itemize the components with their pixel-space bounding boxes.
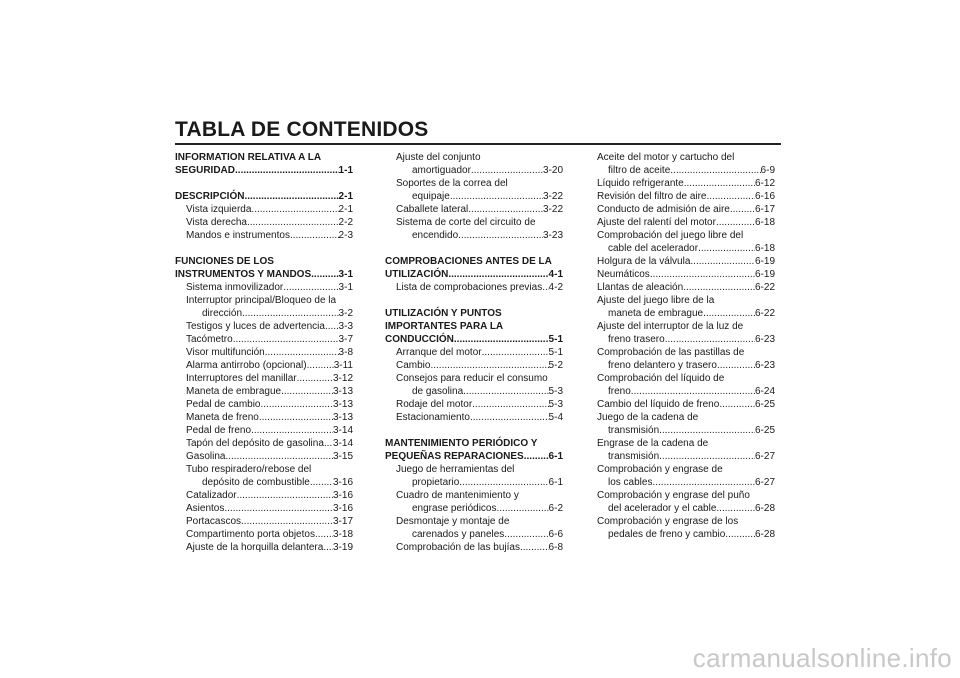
toc-entry-text: Lista de comprobaciones previas	[396, 282, 543, 293]
toc-entry[interactable]	[385, 411, 563, 424]
toc-entry-text: PEQUEÑAS REPARACIONES	[385, 451, 524, 462]
dot-leader	[281, 385, 333, 398]
toc-entry[interactable]	[175, 515, 353, 528]
toc-entry-text: CONDUCCIÓN	[385, 334, 454, 345]
dot-leader	[251, 203, 338, 216]
dot-leader	[224, 502, 333, 515]
toc-entry-text: Comprobación y engrase de	[597, 464, 723, 475]
toc-page-number: 3-15	[332, 451, 353, 462]
dot-leader	[454, 333, 549, 346]
dot-leader	[297, 372, 333, 385]
toc-page-number: 3-22	[542, 191, 563, 202]
toc-entry-text: Maneta de freno	[186, 412, 259, 423]
toc-entry[interactable]	[175, 463, 353, 489]
toc-page-number: 3-12	[332, 373, 353, 384]
toc-entry-text: Cuadro de mantenimiento y	[396, 490, 519, 501]
toc-entry-text: encendido	[412, 230, 459, 241]
toc-page-number: 6-16	[754, 191, 775, 202]
toc-page-number: 2-2	[338, 217, 353, 228]
toc-page-number: 3-14	[332, 438, 353, 449]
dot-leader	[717, 359, 755, 372]
toc-entry-text: Comprobación del juego libre del	[597, 230, 744, 241]
dot-leader	[716, 216, 755, 229]
toc-entry-text: Rodaje del motor	[396, 399, 473, 410]
toc-entry-text: Tacómetro	[186, 334, 233, 345]
toc-entry-text: dirección	[202, 308, 243, 319]
toc-page-number: 6-17	[754, 204, 775, 215]
toc-entry[interactable]	[597, 281, 775, 294]
dot-leader	[470, 411, 549, 424]
toc-entry[interactable]	[175, 424, 353, 437]
toc-page-number: 6-28	[754, 503, 775, 514]
toc-entry-text: Arranque del motor	[396, 347, 482, 358]
toc-entry[interactable]	[385, 151, 563, 177]
toc-entry-text: Visor multifunción	[186, 347, 265, 358]
toc-page-number: 6-19	[754, 256, 775, 267]
toc-page-number: 6-6	[548, 529, 563, 540]
toc-page-number: 3-14	[332, 425, 353, 436]
dot-leader	[716, 502, 755, 515]
dot-leader	[307, 359, 334, 372]
toc-section-heading[interactable]	[385, 437, 563, 463]
toc-entry[interactable]	[175, 320, 353, 333]
toc-page-number: 4-2	[548, 282, 563, 293]
toc-entry[interactable]	[175, 346, 353, 359]
dot-leader	[468, 203, 543, 216]
toc-entry-text: Desmontaje y montaje de	[396, 516, 510, 527]
dot-leader	[698, 242, 755, 255]
toc-section-heading[interactable]	[385, 255, 563, 281]
toc-entry[interactable]	[175, 333, 353, 346]
toc-page-number: 4-1	[548, 269, 563, 280]
toc-entry[interactable]	[597, 320, 775, 346]
toc-entry-text: IMPORTANTES PARA LA	[385, 321, 504, 332]
toc-entry-text: Testigos y luces de advertencia	[186, 321, 325, 332]
toc-entry-text: de gasolina	[412, 386, 464, 397]
toc-entry-text: Juego de la cadena de	[597, 412, 699, 423]
toc-entry[interactable]	[175, 372, 353, 385]
toc-entry[interactable]	[175, 398, 353, 411]
dot-leader	[730, 203, 755, 216]
toc-page-number: 3-1	[338, 269, 353, 280]
toc-entry-text: Juego de herramientas del	[396, 464, 515, 475]
dot-leader	[261, 398, 333, 411]
toc-entry-text: Tubo respiradero/rebose del	[186, 464, 312, 475]
dot-leader	[458, 229, 543, 242]
toc-entry-text: Ajuste de la horquilla delantera	[186, 542, 324, 553]
toc-entry-text: Sistema inmovilizador	[186, 282, 284, 293]
toc-entry[interactable]	[597, 190, 775, 203]
dot-leader	[225, 450, 333, 463]
toc-entry-text: Ajuste del interruptor de la luz de	[597, 321, 744, 332]
toc-page-number: 6-27	[754, 477, 775, 488]
toc-entry[interactable]	[175, 489, 353, 502]
toc-page-number: 6-19	[754, 269, 775, 280]
toc-entry-text: Mandos e instrumentos	[186, 230, 290, 241]
toc-page-number: 5-4	[548, 412, 563, 423]
toc-entry-text: Interruptores del manillar	[186, 373, 297, 384]
toc-entry-text: Líquido refrigerante	[597, 178, 684, 189]
toc-page-number: 2-1	[338, 191, 353, 202]
page-title: TABLA DE CONTENIDOS	[175, 118, 429, 141]
toc-entry[interactable]	[597, 372, 775, 398]
dot-leader	[325, 320, 339, 333]
toc-entry[interactable]	[385, 203, 563, 216]
toc-entry-text: Estacionamiento	[396, 412, 470, 423]
dot-leader	[233, 333, 339, 346]
toc-entry[interactable]	[175, 541, 353, 554]
dot-leader	[659, 450, 755, 463]
toc-entry-text: Neumáticos	[597, 269, 650, 280]
dot-leader	[650, 268, 755, 281]
dot-leader	[241, 515, 333, 528]
dot-leader	[472, 398, 548, 411]
dot-leader	[247, 216, 339, 229]
dot-leader	[283, 281, 338, 294]
toc-page-number: 3-2	[338, 308, 353, 319]
toc-page-number: 3-1	[338, 282, 353, 293]
toc-entry[interactable]	[385, 177, 563, 203]
toc-entry-text: propietario	[412, 477, 460, 488]
toc-entry[interactable]	[385, 463, 563, 489]
toc-page-number: 6-23	[754, 334, 775, 345]
toc-entry-text: Ajuste del ralentí del motor	[597, 217, 716, 228]
dot-leader	[430, 359, 548, 372]
toc-section-heading[interactable]	[175, 151, 353, 177]
toc-entry-text: SEGURIDAD	[175, 165, 236, 176]
toc-page-number: 6-24	[754, 386, 775, 397]
toc-entry-text: depósito de combustible	[202, 477, 310, 488]
toc-entry-text: Vista derecha	[186, 217, 247, 228]
toc-entry-text: Aceite del motor y cartucho del	[597, 152, 735, 163]
dot-leader	[450, 190, 543, 203]
toc-section-heading[interactable]	[175, 190, 353, 203]
dot-leader	[471, 164, 543, 177]
toc-entry-text: Ajuste del juego libre de la	[597, 295, 715, 306]
toc-entry[interactable]	[175, 411, 353, 424]
toc-entry-text: Interruptor principal/Bloqueo de la	[186, 295, 337, 306]
toc-page-number: 5-3	[548, 399, 563, 410]
toc-entry-text: los cables	[608, 477, 653, 488]
toc-page-number: 6-12	[754, 178, 775, 189]
toc-page-number: 3-17	[332, 516, 353, 527]
toc-entry-text: Cambio del líquido de freno	[597, 399, 720, 410]
toc-page-number: 3-16	[332, 490, 353, 501]
toc-entry-text: FUNCIONES DE LOS	[175, 256, 274, 267]
toc-entry[interactable]	[385, 346, 563, 359]
toc-entry-text: filtro de aceite	[608, 165, 671, 176]
toc-entry[interactable]	[175, 385, 353, 398]
toc-entry-text: Maneta de embrague	[186, 386, 282, 397]
dot-leader	[497, 502, 549, 515]
dot-leader	[670, 164, 760, 177]
toc-page-number: 3-7	[338, 334, 353, 345]
toc-page-number: 3-19	[332, 542, 353, 553]
dot-leader	[311, 268, 338, 281]
dot-leader	[665, 333, 755, 346]
toc-entry-text: Vista izquierda	[186, 204, 252, 215]
toc-entry-text: Tapón del depósito de gasolina	[186, 438, 324, 449]
dot-leader	[315, 528, 333, 541]
toc-entry[interactable]	[597, 463, 775, 489]
dot-leader	[237, 489, 333, 502]
toc-entry-text: pedales de freno y cambio	[608, 529, 726, 540]
toc-page-number: 2-1	[338, 204, 353, 215]
dot-leader	[235, 164, 339, 177]
toc-page-number: 6-1	[548, 477, 563, 488]
toc-page-number: 6-2	[548, 503, 563, 514]
toc-entry-text: UTILIZACIÓN	[385, 269, 449, 280]
toc-page-number: 6-8	[548, 542, 563, 553]
toc-page-number: 3-16	[332, 477, 353, 488]
toc-entry-text: cable del acelerador	[608, 243, 699, 254]
toc-column-1	[175, 151, 353, 554]
toc-entry[interactable]	[175, 359, 353, 372]
toc-column-2	[385, 151, 563, 554]
toc-entry[interactable]	[175, 528, 353, 541]
toc-entry-text: INFORMATION RELATIVA A LA	[175, 152, 322, 163]
toc-page-number: 6-22	[754, 308, 775, 319]
toc-entry-text: Conducto de admisión de aire	[597, 204, 730, 215]
toc-entry-text: Sistema de corte del circuito de	[396, 217, 536, 228]
toc-entry-text: Cambio	[396, 360, 431, 371]
toc-entry[interactable]	[385, 216, 563, 242]
toc-entry[interactable]	[175, 281, 353, 294]
toc-entry[interactable]	[597, 268, 775, 281]
toc-page-number: 6-18	[754, 243, 775, 254]
toc-page-number: 3-13	[332, 412, 353, 423]
dot-leader	[725, 528, 755, 541]
dot-leader	[459, 476, 548, 489]
toc-page-number: 3-23	[542, 230, 563, 241]
toc-page-number: 3-22	[542, 204, 563, 215]
dot-leader	[659, 424, 755, 437]
dot-leader	[310, 476, 333, 489]
toc-entry-text: MANTENIMIENTO PERIÓDICO Y	[385, 438, 538, 449]
toc-entry[interactable]	[385, 489, 563, 515]
toc-entry[interactable]	[385, 515, 563, 541]
toc-entry-text: Comprobación del líquido de	[597, 373, 725, 384]
toc-entry-text: freno delantero y trasero	[608, 360, 717, 371]
dot-leader	[707, 190, 755, 203]
dot-leader	[463, 385, 548, 398]
toc-entry-text: maneta de embrague	[608, 308, 704, 319]
toc-entry-text: Asientos	[186, 503, 225, 514]
toc-page-number: 3-13	[332, 399, 353, 410]
toc-page-number: 5-1	[548, 334, 563, 345]
toc-entry-text: DESCRIPCIÓN	[175, 191, 245, 202]
toc-page-number: 5-3	[548, 386, 563, 397]
toc-entry[interactable]	[385, 541, 563, 554]
toc-entry[interactable]	[175, 203, 353, 216]
toc-entry[interactable]	[175, 437, 353, 450]
toc-entry-text: Consejos para reducir el consumo	[396, 373, 548, 384]
dot-leader	[504, 528, 548, 541]
toc-entry[interactable]	[175, 216, 353, 229]
toc-entry-text: transmisión	[608, 451, 660, 462]
toc-entry-text: del acelerador y el cable	[608, 503, 717, 514]
toc-section-heading[interactable]	[175, 255, 353, 281]
toc-page-number: 3-8	[338, 347, 353, 358]
dot-leader	[690, 255, 755, 268]
toc-entry-text: amortiguador	[412, 165, 471, 176]
toc-page-number: 1-1	[338, 165, 353, 176]
dot-leader	[323, 541, 333, 554]
dot-leader	[251, 424, 333, 437]
toc-entry[interactable]	[597, 229, 775, 255]
dot-leader	[520, 541, 549, 554]
toc-entry-text: Pedal de cambio	[186, 399, 261, 410]
toc-page-number: 6-23	[754, 360, 775, 371]
toc-entry-text: equipaje	[412, 191, 450, 202]
toc-page-number: 5-2	[548, 360, 563, 371]
dot-leader	[242, 307, 339, 320]
toc-entry[interactable]	[597, 515, 775, 541]
dot-leader	[703, 307, 755, 320]
toc-entry[interactable]	[597, 177, 775, 190]
toc-entry-text: Soportes de la correa del	[396, 178, 508, 189]
toc-entry-text: freno	[608, 386, 631, 397]
toc-page-number: 6-9	[760, 165, 775, 176]
toc-entry[interactable]	[175, 229, 353, 242]
toc-page-number: 6-25	[754, 425, 775, 436]
toc-entry-text: COMPROBACIONES ANTES DE LA	[385, 256, 552, 267]
toc-entry[interactable]	[597, 437, 775, 463]
toc-page-number: 3-18	[332, 529, 353, 540]
toc-entry-text: Compartimento porta objetos	[186, 529, 315, 540]
toc-entry-text: Comprobación y engrase de los	[597, 516, 739, 527]
toc-entry[interactable]	[597, 411, 775, 437]
toc-entry[interactable]	[597, 216, 775, 229]
toc-entry[interactable]	[385, 281, 563, 294]
toc-entry[interactable]	[597, 398, 775, 411]
toc-page-number: 6-18	[754, 217, 775, 228]
toc-entry-text: Catalizador	[186, 490, 237, 501]
dot-leader	[482, 346, 549, 359]
toc-entry[interactable]	[597, 203, 775, 216]
toc-page-number: 3-13	[332, 386, 353, 397]
toc-entry-text: Comprobación de las bujías	[396, 542, 520, 553]
dot-leader	[290, 229, 339, 242]
toc-entry[interactable]	[597, 346, 775, 372]
toc-entry[interactable]	[385, 359, 563, 372]
dot-leader	[652, 476, 755, 489]
toc-column-3	[597, 151, 775, 541]
toc-entry[interactable]	[597, 489, 775, 515]
toc-entry-text: Gasolina	[186, 451, 226, 462]
toc-entry-text: engrase periódicos	[412, 503, 497, 514]
toc-page-number: 2-3	[338, 230, 353, 241]
toc-page-number: 3-11	[333, 360, 353, 371]
toc-page-number: 6-1	[548, 451, 563, 462]
toc-page-number: 6-25	[754, 399, 775, 410]
toc-entry-text: Pedal de freno	[186, 425, 252, 436]
toc-entry[interactable]	[175, 502, 353, 515]
toc-page-number: 3-16	[332, 503, 353, 514]
dot-leader	[524, 450, 549, 463]
toc-entry-text: Llantas de aleación	[597, 282, 684, 293]
toc-entry-text: Comprobación y engrase del puño	[597, 490, 750, 501]
dot-leader	[259, 411, 333, 424]
toc-entry-text: Comprobación de las pastillas de	[597, 347, 745, 358]
toc-entry[interactable]	[175, 450, 353, 463]
toc-page-number: 6-22	[754, 282, 775, 293]
toc-entry[interactable]	[597, 294, 775, 320]
toc-entry-text: UTILIZACIÓN Y PUNTOS	[385, 308, 502, 319]
dot-leader	[265, 346, 339, 359]
toc-entry-text: Engrase de la cadena de	[597, 438, 709, 449]
toc-entry-text: carenados y paneles	[412, 529, 505, 540]
toc-entry-text: INSTRUMENTOS Y MANDOS	[175, 269, 312, 280]
dot-leader	[719, 398, 755, 411]
dot-leader	[324, 437, 333, 450]
toc-entry[interactable]	[385, 398, 563, 411]
toc-page-number: 6-27	[754, 451, 775, 462]
toc-entry-text: Revisión del filtro de aire	[597, 191, 707, 202]
dot-leader	[631, 385, 755, 398]
watermark: carmanualsonline.info	[692, 643, 952, 673]
toc-section-heading[interactable]	[385, 307, 563, 346]
toc-page-number: 5-1	[548, 347, 563, 358]
dot-leader	[448, 268, 548, 281]
toc-entry-text: freno trasero	[608, 334, 665, 345]
toc-entry-text: Portacascos	[186, 516, 242, 527]
dot-leader	[683, 281, 755, 294]
toc-entry[interactable]	[385, 372, 563, 398]
toc-entry-text: Ajuste del conjunto	[396, 152, 481, 163]
title-divider	[175, 143, 781, 145]
dot-leader	[244, 190, 338, 203]
toc-page-number: 3-20	[542, 165, 563, 176]
toc-entry-text: Holgura de la válvula	[597, 256, 691, 267]
toc-entry-text: transmisión	[608, 425, 660, 436]
toc-page-number: 6-28	[754, 529, 775, 540]
toc-entry-text: Alarma antirrobo (opcional)	[186, 360, 307, 371]
dot-leader	[684, 177, 755, 190]
toc-entry[interactable]	[175, 294, 353, 320]
toc-entry[interactable]	[597, 255, 775, 268]
toc-page-number: 3-3	[338, 321, 353, 332]
toc-entry[interactable]	[597, 151, 775, 177]
toc-entry-text: Caballete lateral	[396, 204, 469, 215]
